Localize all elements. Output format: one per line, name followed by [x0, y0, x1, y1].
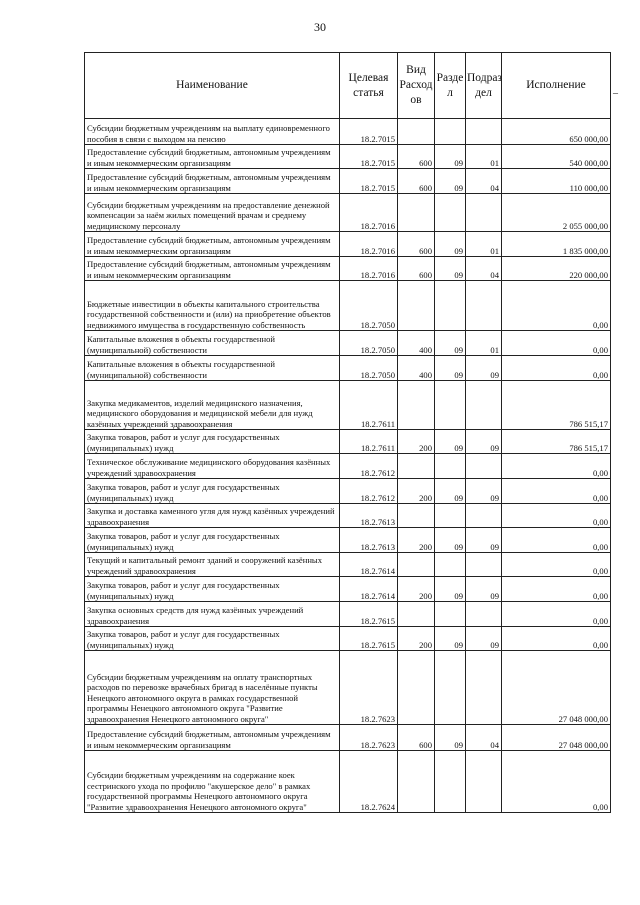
row-name-cell: Закупка медикаментов, изделий медицинского назначения, медицинского оборудования и медицинской мебели для нужд казённых учреждений здравоохранения	[85, 381, 340, 430]
row-target-article-cell: 18.2.7612	[340, 454, 398, 479]
row-subsection-cell	[466, 602, 502, 627]
row-expense-type-cell: 200	[398, 430, 435, 454]
row-target-article-cell: 18.2.7015	[340, 119, 398, 145]
table-row	[85, 627, 611, 651]
row-target-article-cell: 18.2.7613	[340, 504, 398, 528]
row-expense-type-cell	[398, 281, 435, 331]
row-target-article-cell: 18.2.7016	[340, 232, 398, 257]
row-execution-cell: 0,00	[502, 528, 611, 553]
row-target-article-cell: 18.2.7615	[340, 627, 398, 651]
row-subsection-cell: 09	[466, 528, 502, 553]
row-target-article-cell: 18.2.7611	[340, 381, 398, 430]
row-section-cell: 09	[435, 627, 466, 651]
table-body	[85, 119, 611, 813]
row-name-cell: Закупка основных средств для нужд казённых учреждений здравоохранения	[85, 602, 340, 627]
row-name-cell: Закупка товаров, работ и услуг для государственных (муниципальных) нужд	[85, 430, 340, 454]
row-subsection-cell: 01	[466, 331, 502, 356]
row-name-cell: Капитальные вложения в объекты государственной (муниципальной) собственности	[85, 331, 340, 356]
budget-execution-table	[84, 52, 611, 813]
page-number: 30	[314, 20, 326, 34]
row-execution-cell: 0,00	[502, 504, 611, 528]
row-target-article-cell: 18.2.7016	[340, 257, 398, 281]
header-execution: Исполнение	[502, 53, 611, 119]
row-target-article-cell: 18.2.7614	[340, 577, 398, 602]
row-target-article-cell: 18.2.7050	[340, 331, 398, 356]
row-target-article-cell: 18.2.7612	[340, 479, 398, 504]
table-row	[85, 281, 611, 331]
row-expense-type-cell: 200	[398, 577, 435, 602]
row-name-cell: Бюджетные инвестиции в объекты капитального строительства государственной собственности и (или) на приобретение объектов недвижимого имущества в государственную собственность	[85, 281, 340, 331]
row-target-article-cell: 18.2.7615	[340, 602, 398, 627]
row-name-cell: Предоставление субсидий бюджетным, автономным учреждениям и иным некоммерческим организациям	[85, 232, 340, 257]
row-section-cell: 09	[435, 725, 466, 751]
table-row	[85, 553, 611, 577]
table-row	[85, 479, 611, 504]
row-target-article-cell: 18.2.7613	[340, 528, 398, 553]
row-subsection-cell: 09	[466, 627, 502, 651]
row-execution-cell: 220 000,00	[502, 257, 611, 281]
row-section-cell: 09	[435, 528, 466, 553]
row-execution-cell: 1 835 000,00	[502, 232, 611, 257]
row-subsection-cell: 04	[466, 169, 502, 194]
table-row	[85, 356, 611, 381]
table-row	[85, 169, 611, 194]
row-subsection-cell: 09	[466, 356, 502, 381]
row-expense-type-cell: 400	[398, 331, 435, 356]
row-execution-cell: 0,00	[502, 553, 611, 577]
row-section-cell	[435, 119, 466, 145]
row-expense-type-cell	[398, 454, 435, 479]
header-subsection: Подраз дел	[466, 53, 502, 119]
row-expense-type-cell: 600	[398, 145, 435, 169]
row-name-cell: Предоставление субсидий бюджетным, автономным учреждениям и иным некоммерческим организациям	[85, 725, 340, 751]
table-row	[85, 602, 611, 627]
row-subsection-cell: 04	[466, 257, 502, 281]
row-name-cell: Предоставление субсидий бюджетным, автономным учреждениям и иным некоммерческим организациям	[85, 145, 340, 169]
row-section-cell	[435, 504, 466, 528]
row-expense-type-cell: 600	[398, 169, 435, 194]
row-execution-cell: 650 000,00	[502, 119, 611, 145]
row-execution-cell: 27 048 000,00	[502, 651, 611, 725]
table-row	[85, 430, 611, 454]
header-target-article: Целевая статья	[340, 53, 398, 119]
margin-tick: –	[613, 88, 618, 99]
row-target-article-cell: 18.2.7050	[340, 281, 398, 331]
row-expense-type-cell: 200	[398, 479, 435, 504]
row-subsection-cell: 09	[466, 577, 502, 602]
row-name-cell: Закупка товаров, работ и услуг для государственных (муниципальных) нужд	[85, 627, 340, 651]
row-section-cell	[435, 381, 466, 430]
row-expense-type-cell	[398, 119, 435, 145]
row-subsection-cell	[466, 651, 502, 725]
row-execution-cell: 0,00	[502, 602, 611, 627]
row-target-article-cell: 18.2.7614	[340, 553, 398, 577]
header-section: Разде л	[435, 53, 466, 119]
row-name-cell: Предоставление субсидий бюджетным, автономным учреждениям и иным некоммерческим организациям	[85, 169, 340, 194]
row-execution-cell: 0,00	[502, 454, 611, 479]
row-section-cell: 09	[435, 430, 466, 454]
table-row	[85, 751, 611, 813]
row-section-cell: 09	[435, 169, 466, 194]
row-execution-cell: 0,00	[502, 627, 611, 651]
row-target-article-cell: 18.2.7016	[340, 194, 398, 232]
row-subsection-cell	[466, 553, 502, 577]
row-section-cell: 09	[435, 577, 466, 602]
row-name-cell: Предоставление субсидий бюджетным, автономным учреждениям и иным некоммерческим организациям	[85, 257, 340, 281]
row-section-cell	[435, 194, 466, 232]
row-target-article-cell: 18.2.7015	[340, 145, 398, 169]
row-name-cell: Субсидии бюджетным учреждениям на выплату единовременного пособия в связи с выходом на пенсию	[85, 119, 340, 145]
table-row	[85, 504, 611, 528]
row-name-cell: Закупка товаров, работ и услуг для государственных (муниципальных) нужд	[85, 577, 340, 602]
row-name-cell: Субсидии бюджетным учреждениям на оплату транспортных расходов по перевозке врачебных бригад в населённые пункты Ненецкого автономного округа в рамках государственной программы Ненецкого автономного округа "Развитие здравоохранения Ненецкого автономного округа"	[85, 651, 340, 725]
row-target-article-cell: 18.2.7050	[340, 356, 398, 381]
row-subsection-cell	[466, 119, 502, 145]
row-execution-cell: 540 000,00	[502, 145, 611, 169]
row-subsection-cell: 09	[466, 479, 502, 504]
row-expense-type-cell	[398, 651, 435, 725]
row-expense-type-cell: 600	[398, 257, 435, 281]
row-subsection-cell	[466, 504, 502, 528]
row-subsection-cell	[466, 381, 502, 430]
row-execution-cell: 27 048 000,00	[502, 725, 611, 751]
row-expense-type-cell	[398, 381, 435, 430]
row-section-cell: 09	[435, 232, 466, 257]
row-expense-type-cell: 200	[398, 627, 435, 651]
row-section-cell	[435, 454, 466, 479]
row-expense-type-cell	[398, 751, 435, 813]
row-expense-type-cell	[398, 553, 435, 577]
table-row	[85, 119, 611, 145]
table-row	[85, 331, 611, 356]
row-name-cell: Техническое обслуживание медицинского оборудования казённых учреждений здравоохранения	[85, 454, 340, 479]
row-subsection-cell	[466, 194, 502, 232]
row-execution-cell: 786 515,17	[502, 430, 611, 454]
table-row	[85, 528, 611, 553]
row-subsection-cell	[466, 751, 502, 813]
header-name: Наименование	[85, 53, 340, 119]
row-execution-cell: 0,00	[502, 479, 611, 504]
row-execution-cell: 0,00	[502, 751, 611, 813]
row-subsection-cell	[466, 454, 502, 479]
row-expense-type-cell	[398, 504, 435, 528]
table-row	[85, 232, 611, 257]
row-section-cell: 09	[435, 257, 466, 281]
row-name-cell: Субсидии бюджетным учреждениям на содержание коек сестринского ухода по профилю "акушерское дело" в рамках государственной программы Ненецкого автономного округа "Развитие здравоохранения Ненецкого автономного округа"	[85, 751, 340, 813]
table-row	[85, 381, 611, 430]
row-subsection-cell: 09	[466, 430, 502, 454]
row-expense-type-cell	[398, 194, 435, 232]
header-expense-type: Вид Расход ов	[398, 53, 435, 119]
row-expense-type-cell: 600	[398, 725, 435, 751]
row-target-article-cell: 18.2.7015	[340, 169, 398, 194]
table-row	[85, 145, 611, 169]
table-row	[85, 651, 611, 725]
row-section-cell: 09	[435, 145, 466, 169]
row-target-article-cell: 18.2.7624	[340, 751, 398, 813]
row-section-cell	[435, 651, 466, 725]
row-expense-type-cell: 600	[398, 232, 435, 257]
row-name-cell: Текущий и капитальный ремонт зданий и сооружений казённых учреждений здравоохранения	[85, 553, 340, 577]
table-header-row	[85, 53, 611, 119]
row-section-cell: 09	[435, 356, 466, 381]
row-execution-cell: 786 515,17	[502, 381, 611, 430]
row-section-cell: 09	[435, 331, 466, 356]
row-expense-type-cell: 400	[398, 356, 435, 381]
table-row	[85, 725, 611, 751]
row-name-cell: Субсидии бюджетным учреждениям на предоставление денежной компенсации за наём жилых помещений врачам и среднему медицинскому персоналу	[85, 194, 340, 232]
row-section-cell: 09	[435, 479, 466, 504]
row-execution-cell: 0,00	[502, 356, 611, 381]
table-row	[85, 257, 611, 281]
row-target-article-cell: 18.2.7623	[340, 651, 398, 725]
row-subsection-cell: 01	[466, 145, 502, 169]
row-section-cell	[435, 751, 466, 813]
row-name-cell: Закупка и доставка каменного угля для нужд казённых учреждений здравоохранения	[85, 504, 340, 528]
row-name-cell: Закупка товаров, работ и услуг для государственных (муниципальных) нужд	[85, 479, 340, 504]
row-name-cell: Капитальные вложения в объекты государственной (муниципальной) собственности	[85, 356, 340, 381]
table-row	[85, 454, 611, 479]
row-subsection-cell	[466, 281, 502, 331]
row-execution-cell: 2 055 000,00	[502, 194, 611, 232]
row-subsection-cell: 01	[466, 232, 502, 257]
row-execution-cell: 0,00	[502, 577, 611, 602]
row-section-cell	[435, 602, 466, 627]
row-target-article-cell: 18.2.7611	[340, 430, 398, 454]
row-name-cell: Закупка товаров, работ и услуг для государственных (муниципальных) нужд	[85, 528, 340, 553]
row-execution-cell: 0,00	[502, 281, 611, 331]
table-row	[85, 194, 611, 232]
row-subsection-cell: 04	[466, 725, 502, 751]
row-section-cell	[435, 281, 466, 331]
table-row	[85, 577, 611, 602]
row-expense-type-cell: 200	[398, 528, 435, 553]
row-expense-type-cell	[398, 602, 435, 627]
row-execution-cell: 110 000,00	[502, 169, 611, 194]
row-section-cell	[435, 553, 466, 577]
row-execution-cell: 0,00	[502, 331, 611, 356]
row-target-article-cell: 18.2.7623	[340, 725, 398, 751]
